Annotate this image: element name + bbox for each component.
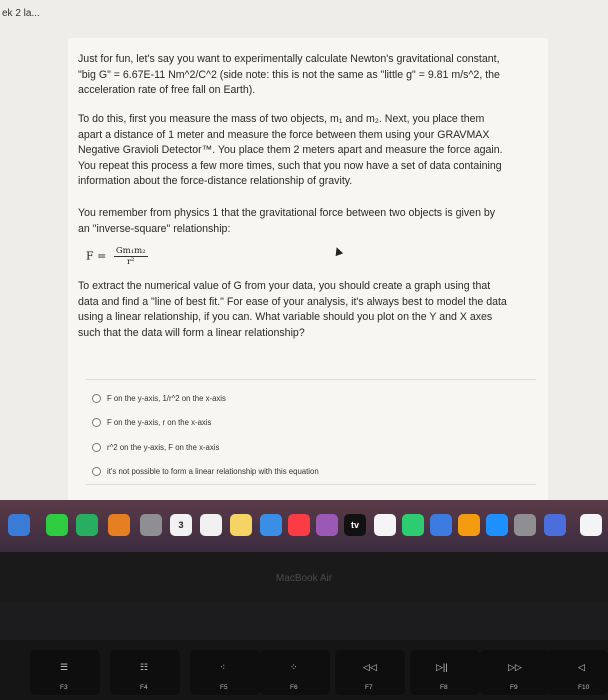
numbers-icon[interactable] xyxy=(402,514,424,536)
answer-option[interactable] xyxy=(92,386,319,411)
app-icon[interactable] xyxy=(140,514,162,536)
key-f10[interactable] xyxy=(548,650,608,695)
settings-icon[interactable] xyxy=(514,514,536,536)
play-pause-icon: ▷|| xyxy=(436,662,448,672)
key-label: F6 xyxy=(290,684,298,691)
text-line: "big G" = 6.67E-11 Nm^2/C^2 (side note: this is not the same as "little g" = 9.81 m/s^2, the xyxy=(78,68,500,81)
calendar-day: 3 xyxy=(178,520,184,530)
fast-forward-icon: ▷▷ xyxy=(508,662,522,672)
key-label: F3 xyxy=(60,684,68,691)
text-line: apart a distance of 1 meter and measure the force between them using your GRAVMAX xyxy=(78,128,490,141)
mission-control-icon: ☰ xyxy=(60,662,69,672)
answer-option[interactable] xyxy=(92,460,319,485)
keynote-icon[interactable] xyxy=(260,514,282,536)
pages-icon[interactable] xyxy=(458,514,480,536)
facetime-icon[interactable] xyxy=(76,514,98,536)
option-label: it's not possible to form a linear relationship with this equation xyxy=(107,467,319,477)
news-icon[interactable] xyxy=(374,514,396,536)
key-f7[interactable] xyxy=(335,650,405,695)
text-line: Negative Gravioli Detector™. You place them 2 meters apart and measure the force again. xyxy=(78,144,503,156)
app-store-icon[interactable] xyxy=(486,514,508,536)
podcasts-icon[interactable] xyxy=(316,514,338,536)
spark-icon[interactable] xyxy=(544,514,566,536)
messages-icon[interactable] xyxy=(46,514,68,536)
radio-button[interactable] xyxy=(92,467,101,476)
text-line: To extract the numerical value of G from your data, you should create a graph using that xyxy=(78,280,491,292)
text-line: data and find a "line of best fit." For ease of your analysis, it's always best to model the data xyxy=(78,295,507,308)
formula-lhs: F = xyxy=(86,249,107,263)
formula-numerator: Gm₁m₂ xyxy=(115,246,146,256)
tab-title[interactable]: ek 2 la... xyxy=(2,8,40,19)
divider xyxy=(86,379,536,380)
text-line: using a linear relationship, if you can. What variable should you plot on the Y and X axes xyxy=(78,311,493,323)
gravity-formula xyxy=(86,246,148,267)
brand-label: MacBook Air xyxy=(275,573,333,584)
option-label: F on the y-axis, r on the x-axis xyxy=(107,418,212,428)
music-icon[interactable] xyxy=(288,514,310,536)
key-label: F9 xyxy=(510,684,518,691)
text-line: You repeat this process a few more times, such that you now have a set of data containing xyxy=(78,159,502,172)
answer-options xyxy=(92,386,319,484)
launchpad-icon: ☷ xyxy=(140,662,149,672)
option-label: r^2 on the y-axis, F on the x-axis xyxy=(107,442,220,452)
keyboard-brightness-down-icon: ⁖ xyxy=(220,662,226,672)
reminders-icon[interactable] xyxy=(200,514,222,536)
notes-icon[interactable] xyxy=(230,514,252,536)
key-f6[interactable] xyxy=(260,650,330,695)
tv-label: tv xyxy=(350,520,359,530)
keyboard-brightness-up-icon: ⁘ xyxy=(290,662,298,672)
rewind-icon: ◁◁ xyxy=(363,662,377,672)
key-label: F7 xyxy=(365,684,373,691)
radio-button[interactable] xyxy=(92,394,101,403)
finder-icon[interactable] xyxy=(8,514,30,536)
question-prompt xyxy=(78,279,538,341)
mute-icon: ◁ xyxy=(578,662,585,672)
text-line: an "inverse-square" relationship: xyxy=(78,222,231,235)
key-f4[interactable] xyxy=(110,650,180,695)
text-line: such that the data will form a linear relationship? xyxy=(78,326,305,339)
key-f3[interactable] xyxy=(30,650,100,695)
key-label: F8 xyxy=(440,684,448,691)
text-line: To do this, first you measure the mass of two objects, m₁ and m₂. Next, you place them xyxy=(78,113,485,125)
formula-denominator: r² xyxy=(126,257,135,267)
key-label: F5 xyxy=(220,684,228,691)
text-line: You remember from physics 1 that the gravitational force between two objects is given by xyxy=(78,207,496,219)
question-method xyxy=(78,112,538,190)
question-physics xyxy=(78,206,538,237)
keynote-icon[interactable] xyxy=(430,514,452,536)
radio-button[interactable] xyxy=(92,418,101,427)
key-label: F4 xyxy=(140,684,148,691)
answer-option[interactable] xyxy=(92,411,319,436)
safari-icon[interactable] xyxy=(580,514,602,536)
key-f8[interactable] xyxy=(410,650,480,695)
divider xyxy=(86,484,536,485)
radio-button[interactable] xyxy=(92,443,101,452)
text-line: Just for fun, let's say you want to experimentally calculate Newton's gravitational constant, xyxy=(78,53,500,65)
option-label: F on the y-axis, 1/r^2 on the x-axis xyxy=(107,393,226,403)
tv-icon[interactable] xyxy=(344,514,366,536)
question-intro xyxy=(78,52,538,99)
key-label: F10 xyxy=(578,684,590,691)
text-line: information about the force-distance relationship of gravity. xyxy=(78,175,353,187)
photos-icon[interactable] xyxy=(108,514,130,536)
key-f9[interactable] xyxy=(480,650,550,695)
answer-option[interactable] xyxy=(92,435,319,460)
calendar-icon[interactable] xyxy=(170,514,192,536)
formula-fraction xyxy=(114,246,148,267)
key-f5[interactable] xyxy=(190,650,260,695)
text-line: acceleration rate of free fall on Earth). xyxy=(78,84,256,96)
